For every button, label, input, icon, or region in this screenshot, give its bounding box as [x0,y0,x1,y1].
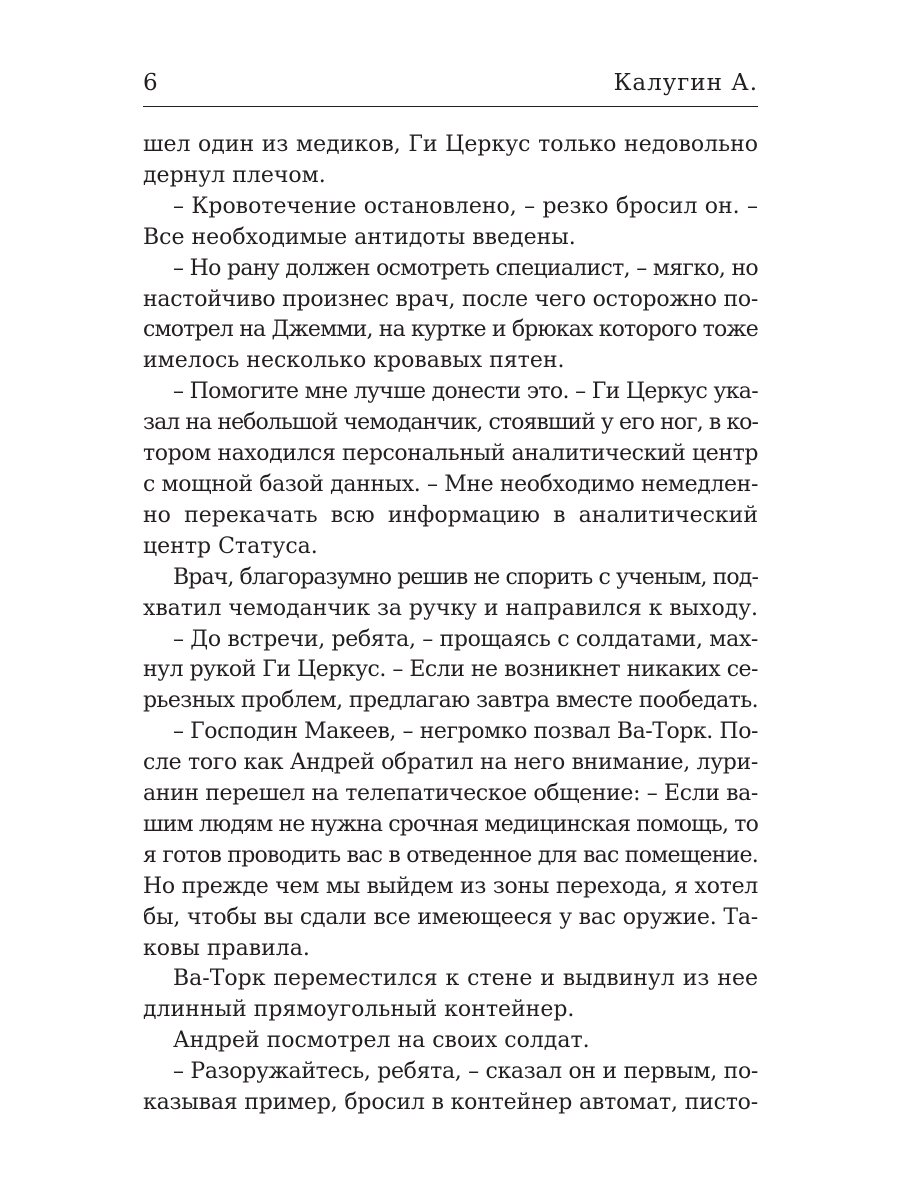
text-line: дернул плечом. [143,162,326,188]
header-divider [143,106,758,107]
text-line: хватил чемоданчик за ручку и направился к выходу. [143,595,758,621]
text-line: смотрел на Джемми, на куртке и брюках которого тоже [143,317,758,343]
text-line: шим людям не нужна срочная медицинская помощь, то [143,811,758,837]
running-head-author: Калугин А. [613,70,758,96]
text-line: я готов проводить вас в отведенное для вас помещение. [143,842,758,868]
paragraph [143,192,758,254]
paragraph [143,130,758,192]
text-line: настойчиво произнес врач, после чего осторожно по- [143,286,758,312]
text-line: с мощной базой данных. – Мне необходимо немедлен- [143,471,759,497]
text-line: – Помогите мне лучше донести это. – Ги Церкус ука- [173,379,758,405]
text-line: имелось несколько кровавых пятен. [143,348,565,374]
text-line: Но прежде чем мы выйдем из зоны перехода, я хотел [143,873,759,899]
paragraph [143,964,758,1026]
paragraph [143,377,758,562]
text-line: длинный прямоугольный контейнер. [143,997,575,1023]
text-line: шел один из медиков, Ги Церкус только недовольно [143,132,758,157]
text-line: но перекачать всю информацию в аналитический [143,502,758,528]
paragraph [143,717,758,964]
text-line: рьезных проблем, предлагаю завтра вместе пообедать. [143,688,758,714]
text-line: – Но рану должен осмотреть специалист, – мягко, но [173,255,758,281]
text-line: – Разоружайтесь, ребята, – сказал он и первым, по- [173,1059,759,1085]
text-line: зал на небольшой чемоданчик, стоявший у его ног, в ко- [143,410,758,436]
text-line: тором находился персональный аналитический центр [143,441,758,467]
paragraph [143,1026,758,1057]
text-line: – Господин Макеев, – негромко позвал Ва-Торк. По- [173,719,759,745]
paragraph [143,625,758,718]
text-line: – До встречи, ребята, – прощаясь с солдатами, мах- [173,626,759,652]
text-line: нул рукой Ги Церкус. – Если не возникнет никаких се- [143,657,758,683]
paragraph [143,1057,758,1119]
paragraph [143,563,758,625]
text-line: ковы правила. [143,935,310,961]
page-number: 6 [143,70,158,96]
text-line: Андрей посмотрел на своих солдат. [173,1028,590,1054]
body-text [143,130,758,1119]
text-line: казывая пример, бросил в контейнер автомат, писто- [143,1090,758,1116]
text-line: центр Статуса. [143,533,318,559]
text-line: бы, чтобы вы сдали все имеющееся у вас оружие. Та- [143,904,759,930]
text-line: анин перешел на телепатическое общение: – Если ва- [143,781,758,807]
page-header [143,70,758,104]
text-line: Ва-Торк переместился к стене и выдвинул из нее [173,966,758,992]
paragraph [143,254,758,378]
text-line: Врач, благоразумно решив не спорить с ученым, под- [173,564,758,590]
text-line: сле того как Андрей обратил на него внимание, лури- [143,750,758,776]
text-line: Все необходимые антидоты введены. [143,224,576,250]
text-line: – Кровотечение остановлено, – резко бросил он. – [173,193,758,219]
